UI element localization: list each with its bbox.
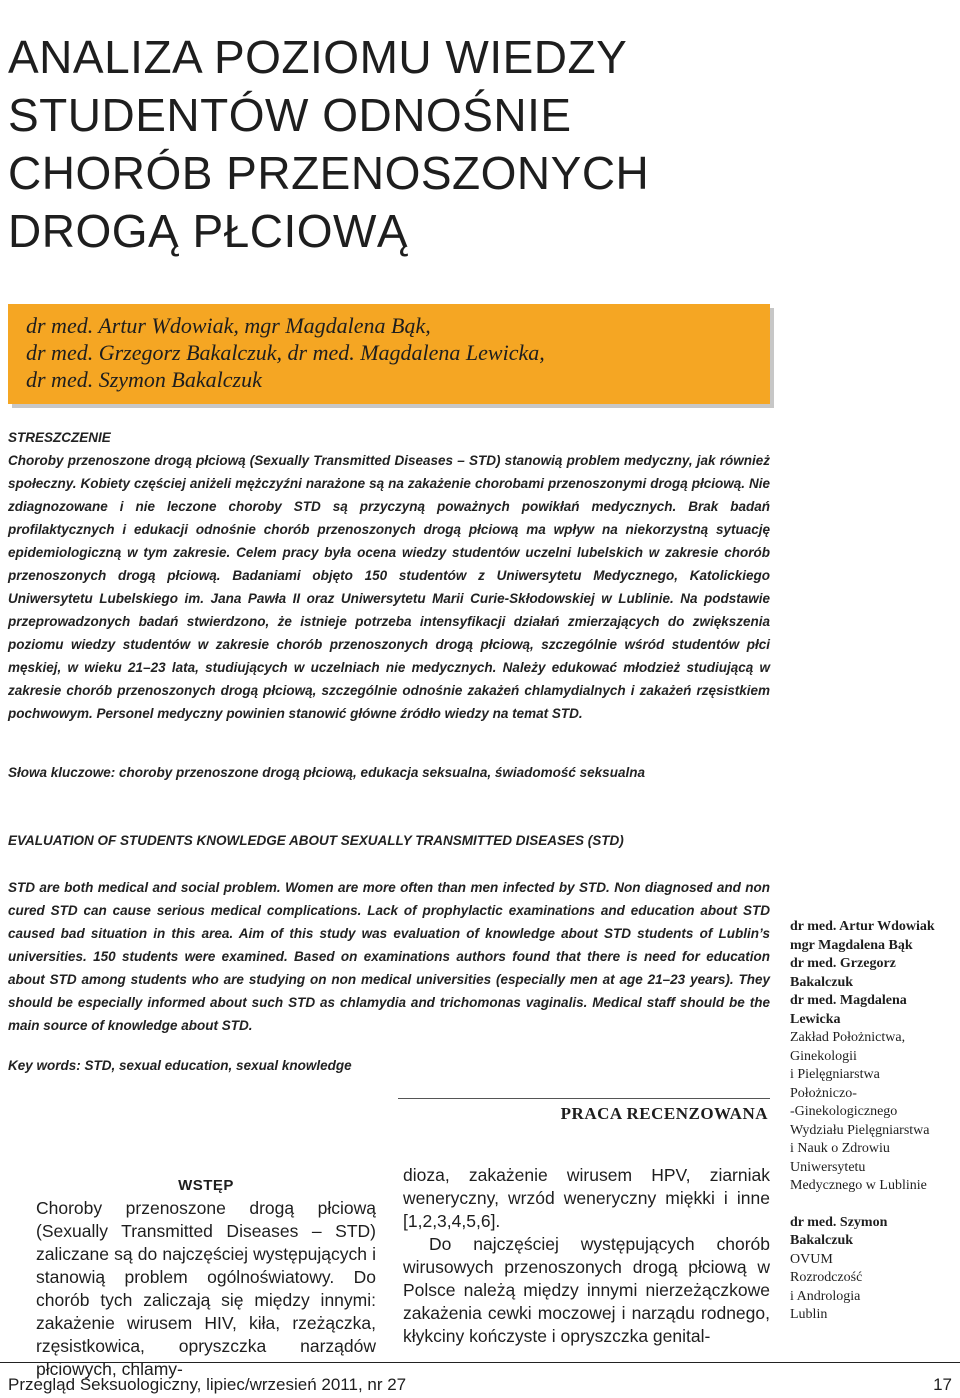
english-title: EVALUATION OF STUDENTS KNOWLEDGE ABOUT SEXUALLY TRANSMITTED DISEASES (STD) <box>8 833 624 848</box>
affiliation-author: dr med. Magdalena Lewicka <box>790 993 907 1027</box>
abstract-pl-heading: STRESZCZENIE <box>8 430 111 445</box>
intro-left-text: Choroby przenoszone drogą płciową (Sexually Transmitted Diseases – STD) zaliczane są do najczęściej występujących i stanowią problem ogólnoświatowy. Do chorób tych zaliczają się między innymi: zakażenie wirusem HIV, kiła, rzeżączka, rzęsistkowica, opryszczka narządów płciowych, chlamy- <box>36 1198 376 1379</box>
title-line: STUDENTÓW ODNOŚNIE <box>8 89 572 141</box>
intro-left-column <box>36 1174 376 1381</box>
affiliation-author: dr med. Grzegorz Bakalczuk <box>790 956 896 990</box>
keywords-pl: Słowa kluczowe: choroby przenoszone drogą płciową, edukacja seksualna, świadomość seksualna <box>8 765 645 780</box>
footer-divider <box>0 1362 960 1363</box>
affiliation-line: i Pielęgniarstwa <box>790 1067 880 1082</box>
title-line: ANALIZA POZIOMU WIEDZY <box>8 31 628 83</box>
praca-divider <box>398 1098 770 1099</box>
affiliation-line: Zakład Położnictwa, <box>790 1030 906 1045</box>
peer-reviewed-label: PRACA RECENZOWANA <box>560 1104 768 1123</box>
affiliation-line: i Nauk o Zdrowiu <box>790 1141 890 1156</box>
intro-right-paragraph-2 <box>403 1233 770 1348</box>
affiliation-line: Ginekologii <box>790 1048 857 1064</box>
intro-heading: WSTĘP <box>178 1177 234 1194</box>
intro-right-paragraph-2-text: Do najczęściej występujących chorób wirusowych przenoszonych drogą płciową w Polsce należą między innymi nierzeżączkowe zakażenia cewki moczowej i narządu rodnego, kłykciny kończyste i opryszczka genital- <box>403 1234 770 1346</box>
authors-line: dr med. Artur Wdowiak, mgr Magdalena Bąk, <box>26 313 431 338</box>
intro-right-column <box>403 1164 770 1348</box>
affiliation-line: Wydziału Pielęgniarstwa <box>790 1122 930 1138</box>
authors-line: dr med. Szymon Bakalczuk <box>26 367 262 392</box>
authors-list <box>26 312 726 393</box>
affiliation-line: Położniczo- <box>790 1085 857 1101</box>
article-title <box>8 28 768 260</box>
affiliation-line: Medycznego w Lublinie <box>790 1178 927 1193</box>
affiliation-author: dr med. Artur Wdowiak <box>790 919 935 934</box>
affiliation-line: Uniwersytetu <box>790 1159 866 1175</box>
journal-citation: Przegląd Seksuologiczny, lipiec/wrzesień 2011, nr 27 <box>8 1375 407 1394</box>
abstract-pl <box>8 426 770 725</box>
affiliation-line: Rozrodczość <box>790 1270 863 1285</box>
affiliation-line: -Ginekologicznego <box>790 1104 898 1119</box>
abstract-pl-text: Choroby przenoszone drogą płciową (Sexually Transmitted Diseases – STD) stanowią problem medyczny, jak również społeczny. Kobiety częściej aniżeli mężczyźni narażone są na zakażenie chorobami przenoszonymi drogą płciową. Nie zdiagnozowane i nie leczone choroby STD są przyczyną poważnych powikłań medycznych. Brak badań profilaktycznych i edukacji odnośnie chorób przenoszonych drogą płciową ma wpływ na niekorzystną sytuację epidemiologiczną w tym zakresie. Celem pracy była ocena wiedzy studentów uczelni lubelskich w zakresie chorób przenoszonych drogą płciową. Badaniami objęto 150 studentów z Uniwersytetu Medycznego, Katolickiego Uniwersytetu Lubelskiego im. Jana Pawła II oraz Uniwersytetu Marii Curie-Skłodowskiej w Lublinie. Na podstawie przeprowadzonych badań stwierdzono, że istnieje potrzeba intensyfikacji działań zmierzających do zwiększenia poziomu wiedzy studentów w zakresie chorób przenoszonych drogą płciową, szczególnie wśród studentów płci męskiej, w wieku 21–23 lata, studiujących w uczelniach nie medycznych. Należy edukować młodzież studiującą w zakresie chorób przenoszonych drogą płciową, szczególnie odnośnie zakażeń chlamydialnych i zakażeń rzęsistkiem pochwowym. Personel medyczny powinien stanowić główne źródło wiedzy na temat STD. <box>8 453 770 721</box>
keywords-en: Key words: STD, sexual education, sexual knowledge <box>8 1058 352 1073</box>
affiliation-line: OVUM <box>790 1251 833 1267</box>
title-line: DROGĄ PŁCIOWĄ <box>8 205 409 257</box>
page-number: 17 <box>933 1375 952 1394</box>
author-affiliations <box>790 918 950 1325</box>
intro-right-paragraph-1: dioza, zakażenie wirusem HPV, ziarniak weneryczny, wrzód weneryczny miękki i inne [1,2,3,4,5,6]. <box>403 1165 770 1231</box>
affiliation-line: i Andrologia <box>790 1288 861 1304</box>
affiliation-line: Lublin <box>790 1307 828 1322</box>
affiliation-author: mgr Magdalena Bąk <box>790 937 913 953</box>
affiliation-author: dr med. Szymon Bakalczuk <box>790 1214 888 1248</box>
affiliation-gap <box>790 1196 950 1214</box>
authors-box <box>8 304 770 404</box>
authors-line: dr med. Grzegorz Bakalczuk, dr med. Magdalena Lewicka, <box>26 340 545 365</box>
title-line: CHORÓB PRZENOSZONYCH <box>8 147 650 199</box>
abstract-en: STD are both medical and social problem. Women are more often than men infected by STD. Non diagnosed and non cured STD can cause serious medical complications. Lack of prophylactic examinations and education about STD caused bad situation in this area. Aim of this study was evaluation of knowledge about STD students of Lublin’s universities. 150 students were examined. Based on examinations authors found that there is need for education about STD among students who are studying on non medical universities (especially men at age 21–23 years). They should be especially informed about such STD as chlamydia and trichomonas vaginalis. Medical staff should be the main source of knowledge about STD. <box>8 880 770 1033</box>
